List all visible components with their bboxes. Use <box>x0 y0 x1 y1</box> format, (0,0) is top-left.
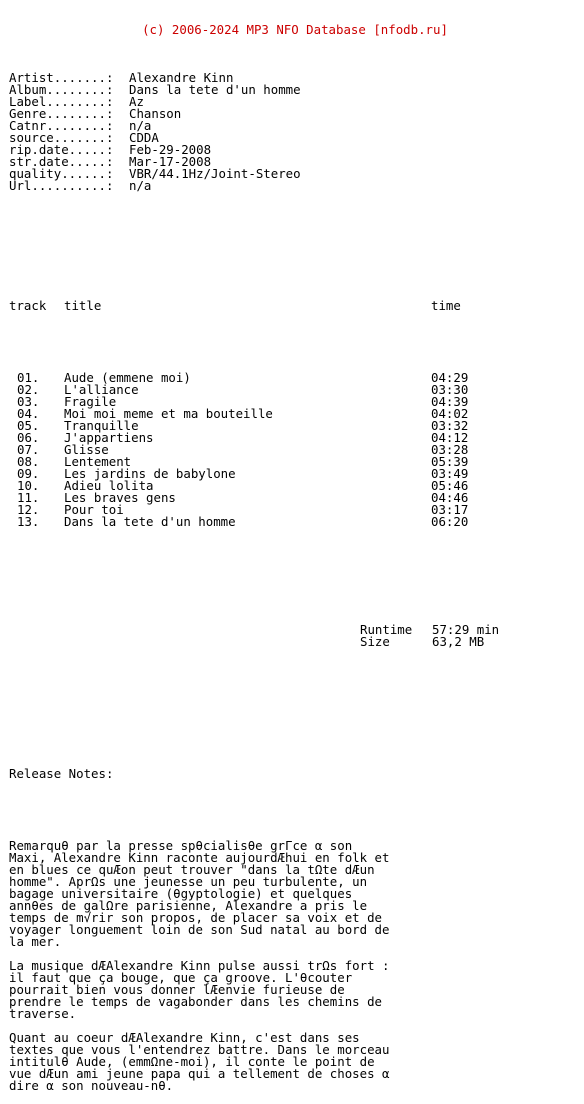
note-line: textes que vous l'entendrez battre. Dans le morceau <box>9 1042 390 1057</box>
track-number: 08. <box>17 454 40 469</box>
column-title: title <box>64 298 102 313</box>
note-line: homme". AprΩs une jeunesse un peu turbulente, un <box>9 874 368 889</box>
note-line: bagage universitaire (θgyptologie) et quelques <box>9 886 353 901</box>
metadata-value: Chanson <box>129 106 182 121</box>
track-title: Dans la tete d'un homme <box>64 514 236 529</box>
note-line: vue dÆun ami jeune papa qui a tellement de choses α <box>9 1066 390 1081</box>
track-time: 04:39 <box>431 394 469 409</box>
track-title: Adieu lolita <box>64 478 154 493</box>
metadata-block <box>9 72 581 192</box>
note-line: traverse. <box>9 1006 77 1021</box>
track-rows <box>9 372 581 528</box>
spacer <box>9 228 581 240</box>
metadata-value: VBR/44.1Hz/Joint-Stereo <box>129 166 301 181</box>
spacer <box>9 804 581 816</box>
track-time: 04:46 <box>431 490 469 505</box>
note-line: il faut que ça bouge, que ça groove. L'θcouter <box>9 970 353 985</box>
track-number: 04. <box>17 406 40 421</box>
metadata-label: Catnr........: <box>9 118 114 133</box>
release-notes-title: Release Notes: <box>9 766 114 781</box>
metadata-label: Label........: <box>9 94 114 109</box>
note-line: Remarquθ par la presse spθcialisθe grΓce α son <box>9 838 353 853</box>
metadata-value: CDDA <box>129 130 159 145</box>
track-time: 05:39 <box>431 454 469 469</box>
note-line: prendre le temps de vagabonder dans les chemins de <box>9 994 382 1009</box>
spacer <box>9 588 581 600</box>
nfo-document <box>9 0 581 1104</box>
track-number: 03. <box>17 394 40 409</box>
metadata-label: Album........: <box>9 82 114 97</box>
note-line: Maxi, Alexandre Kinn raconte aujourdÆhui en folk et <box>9 850 390 865</box>
metadata-label: quality......: <box>9 166 114 181</box>
track-title: J'appartiens <box>64 430 154 445</box>
nfo-header: (c) 2006-2024 MP3 NFO Database [nfodb.ru] <box>142 22 448 37</box>
metadata-value: n/a <box>129 178 152 193</box>
track-time: 03:32 <box>431 418 469 433</box>
track-time: 06:20 <box>431 514 469 529</box>
track-time: 03:30 <box>431 382 469 397</box>
track-row <box>9 516 581 528</box>
track-title: Les jardins de babylone <box>64 466 236 481</box>
track-number: 06. <box>17 430 40 445</box>
release-notes <box>9 840 581 1092</box>
total-row <box>9 636 581 648</box>
track-number: 12. <box>17 502 40 517</box>
metadata-label: str.date.....: <box>9 154 114 169</box>
note-line: Quant au coeur dÆAlexandre Kinn, c'est dans ses <box>9 1030 360 1045</box>
track-time: 04:12 <box>431 430 469 445</box>
note-line: intitulθ Aude, (emmΩne-moi), il conte le point de <box>9 1054 375 1069</box>
track-time: 04:29 <box>431 370 469 385</box>
track-title: Pour toi <box>64 502 124 517</box>
track-number: 13. <box>17 514 40 529</box>
track-number: 11. <box>17 490 40 505</box>
total-row <box>9 624 581 636</box>
track-time: 03:49 <box>431 466 469 481</box>
column-time: time <box>431 298 461 313</box>
note-line: dire α son nouveau-nθ. <box>9 1078 174 1093</box>
track-title: Les braves gens <box>64 490 176 505</box>
note-line: La musique dÆAlexandre Kinn pulse aussi trΩs fort : <box>9 958 390 973</box>
column-track: track <box>9 298 47 313</box>
spacer <box>9 1020 581 1032</box>
spacer <box>9 720 581 732</box>
metadata-value: Alexandre Kinn <box>129 70 234 85</box>
metadata-label: rip.date.....: <box>9 142 114 157</box>
metadata-label: source.......: <box>9 130 114 145</box>
metadata-value: Dans la tete d'un homme <box>129 82 301 97</box>
total-value: 63,2 MB <box>432 634 485 649</box>
metadata-label: Artist.......: <box>9 70 114 85</box>
metadata-label: Url..........: <box>9 178 114 193</box>
track-time: 03:28 <box>431 442 469 457</box>
track-title: Glisse <box>64 442 109 457</box>
track-title: Fragile <box>64 394 117 409</box>
track-number: 09. <box>17 466 40 481</box>
track-number: 02. <box>17 382 40 397</box>
tracklist-header <box>9 300 581 312</box>
track-title: Tranquille <box>64 418 139 433</box>
track-time: 05:46 <box>431 478 469 493</box>
metadata-label: Genre........: <box>9 106 114 121</box>
spacer <box>9 336 581 348</box>
track-number: 01. <box>17 370 40 385</box>
metadata-value: Feb-29-2008 <box>129 142 212 157</box>
total-value: 57:29 min <box>432 622 500 637</box>
note-line: pourrait bien vous donner lÆenvie furieuse de <box>9 982 345 997</box>
note-line: temps de m√rir son propos, de placer sa voix et de <box>9 910 382 925</box>
tracklist <box>9 276 581 552</box>
total-label: Size <box>360 634 390 649</box>
track-time: 03:17 <box>431 502 469 517</box>
track-title: L'alliance <box>64 382 139 397</box>
track-number: 05. <box>17 418 40 433</box>
track-time: 04:02 <box>431 406 469 421</box>
track-title: Aude (emmene moi) <box>64 370 191 385</box>
note-line: en blues ce quÆon peut trouver "dans la tΩte dÆun <box>9 862 375 877</box>
note-line: la mer. <box>9 934 62 949</box>
note-line: annθes de galΩre parisienne, Alexandre a pris le <box>9 898 368 913</box>
track-title: Lentement <box>64 454 132 469</box>
metadata-row <box>9 180 581 192</box>
track-number: 10. <box>17 478 40 493</box>
track-title: Moi moi meme et ma bouteille <box>64 406 273 421</box>
note-line: voyager longuement loin de son Sud natal au bord de <box>9 922 390 937</box>
spacer <box>9 684 581 696</box>
metadata-value: Mar-17-2008 <box>129 154 212 169</box>
total-label: Runtime <box>360 622 413 637</box>
metadata-value: Az <box>129 94 144 109</box>
spacer <box>9 948 581 960</box>
totals-block <box>9 624 581 648</box>
metadata-value: n/a <box>129 118 152 133</box>
track-number: 07. <box>17 442 40 457</box>
